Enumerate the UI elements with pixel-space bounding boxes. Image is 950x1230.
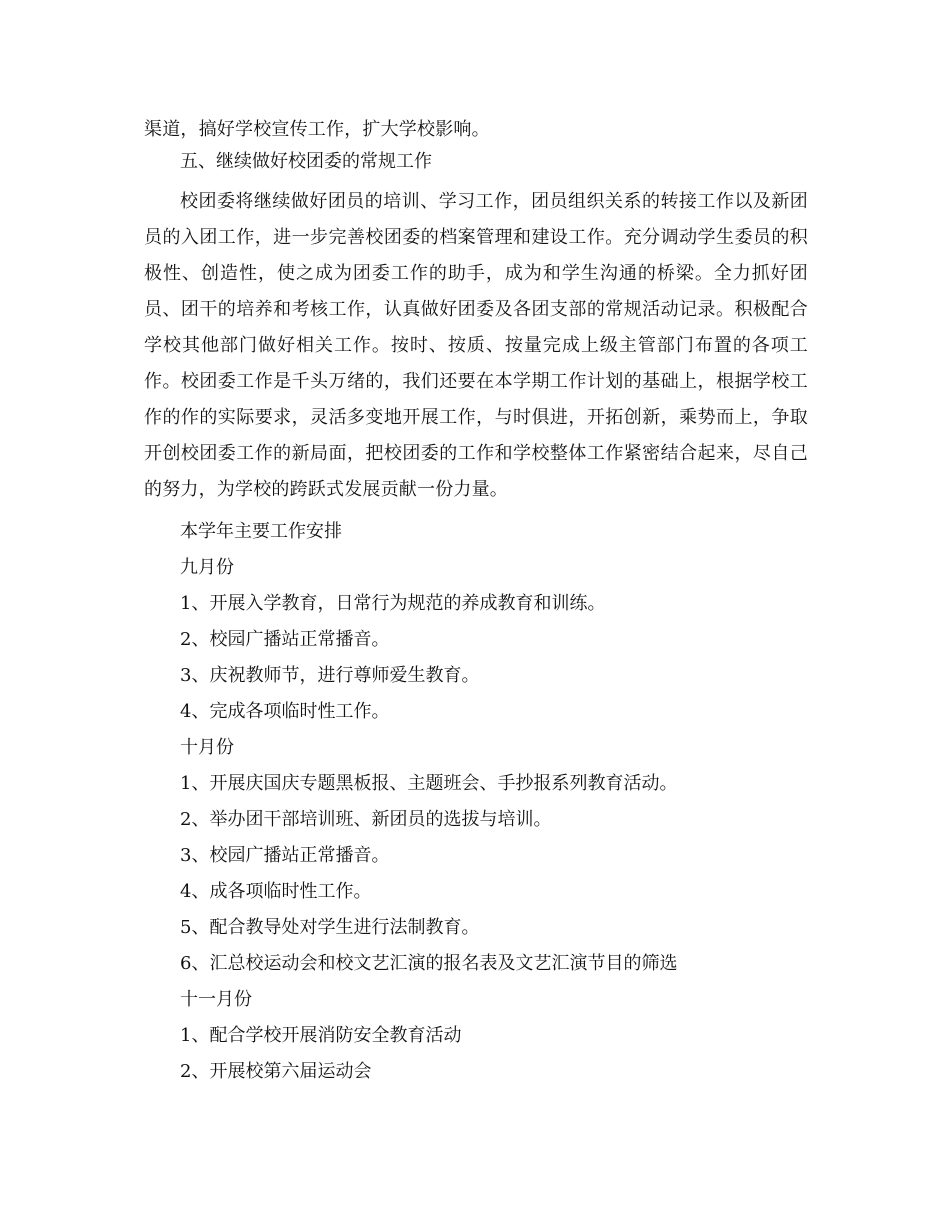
schedule-title: 本学年主要工作安排 — [180, 521, 342, 542]
list-item: 2、校园广播站正常播音。 — [180, 629, 390, 650]
list-item: 4、成各项临时性工作。 — [180, 881, 372, 902]
list-item: 2、开展校第六届运动会 — [180, 1061, 372, 1082]
list-item: 2、举办团干部培训班、新团员的选拔与培训。 — [180, 809, 552, 830]
list-item: 1、开展庆国庆专题黑板报、主题班会、手抄报系列教育活动。 — [180, 773, 678, 794]
list-item: 1、配合学校开展消防安全教育活动 — [180, 1025, 462, 1046]
month-heading: 十一月份 — [180, 989, 252, 1010]
list-item: 3、庆祝教师节，进行尊师爱生教育。 — [180, 665, 480, 686]
list-item: 1、开展入学教育，日常行为规范的养成教育和训练。 — [180, 593, 606, 614]
list-item: 3、校园广播站正常播音。 — [180, 845, 390, 866]
month-heading: 十月份 — [180, 737, 234, 758]
month-heading: 九月份 — [180, 557, 234, 578]
continuation-text: 渠道，搞好学校宣传工作，扩大学校影响。 — [144, 119, 490, 140]
list-item: 6、汇总校运动会和校文艺汇演的报名表及文艺汇演节目的筛选 — [180, 953, 678, 974]
list-item: 5、配合教导处对学生进行法制教育。 — [180, 917, 480, 938]
list-item: 4、完成各项临时性工作。 — [180, 701, 390, 722]
body-paragraph: 校团委将继续做好团员的培训、学习工作，团员组织关系的转接工作以及新团员的入团工作，进一步完善校团委的档案管理和建设工作。充分调动学生委员的积极性、创造性，使之成为团委工作的助手，成为和学生沟通的桥梁。全力抓好团员、团干的培养和考核工作，认真做好团委及各团支部的常规活动记录。积极配合学校其他部门做好相关工作。按时、按质、按量完成上级主管部门布置的各项工作。校团委工作是千头万绪的，我们还要在本学期工作计划的基础上，根据学校工作的作的实际要求，灵活多变地开展工作，与时俱进，开拓创新，乘势而上，争取开创校团委工作的新局面，把校团委的工作和学校整体工作紧密结合起来，尽自己的努力，为学校的跨跃式发展贡献一份力量。 — [144, 191, 808, 500]
section-heading: 五、继续做好校团委的常规工作 — [180, 151, 432, 172]
